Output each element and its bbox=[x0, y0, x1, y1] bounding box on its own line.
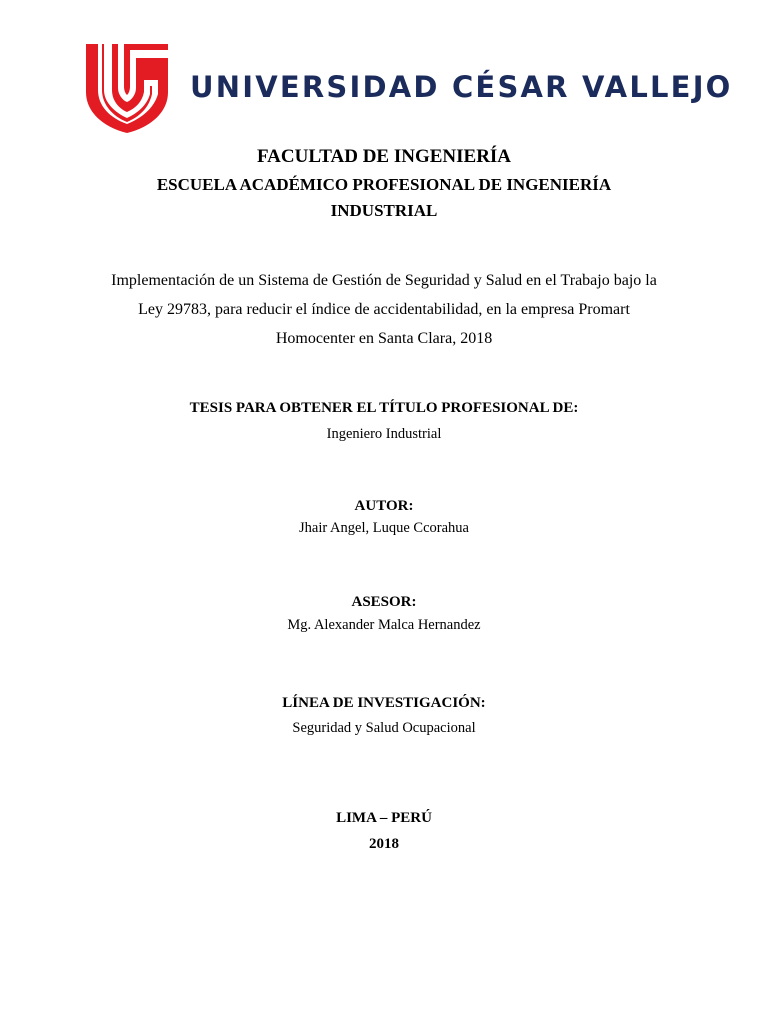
advisor-value: Mg. Alexander Malca Hernandez bbox=[287, 617, 481, 633]
research-line-value: Seguridad y Salud Ocupacional bbox=[292, 720, 476, 736]
author-label: AUTOR: bbox=[354, 498, 414, 514]
faculty-name: FACULTAD DE INGENIERÍA bbox=[256, 146, 512, 167]
author-value: Jhair Angel, Luque Ccorahua bbox=[299, 520, 469, 536]
school-name-line-2: INDUSTRIAL bbox=[330, 201, 438, 220]
research-line-label: LÍNEA DE INVESTIGACIÓN: bbox=[282, 695, 486, 711]
year: 2018 bbox=[369, 836, 399, 852]
school-name-line-1: ESCUELA ACADÉMICO PROFESIONAL DE INGENIERÍA bbox=[156, 175, 612, 194]
thesis-title-line-2: Ley 29783, para reducir el índice de accidentabilidad, en la empresa Promart bbox=[138, 301, 630, 318]
university-logo bbox=[84, 40, 733, 136]
place: LIMA – PERÚ bbox=[336, 810, 432, 826]
ucv-shield-icon bbox=[84, 40, 170, 134]
advisor-label: ASESOR: bbox=[351, 594, 417, 610]
thesis-title-line-3: Homocenter en Santa Clara, 2018 bbox=[275, 330, 493, 347]
degree-label: TESIS PARA OBTENER EL TÍTULO PROFESIONAL DE: bbox=[189, 400, 579, 416]
thesis-title-line-1: Implementación de un Sistema de Gestión de Seguridad y Salud en el Trabajo bajo la bbox=[111, 272, 657, 289]
school-name bbox=[60, 172, 708, 224]
university-name: UNIVERSIDAD CÉSAR VALLEJO bbox=[190, 70, 733, 104]
degree-value: Ingeniero Industrial bbox=[326, 426, 442, 442]
thesis-title bbox=[84, 266, 684, 353]
